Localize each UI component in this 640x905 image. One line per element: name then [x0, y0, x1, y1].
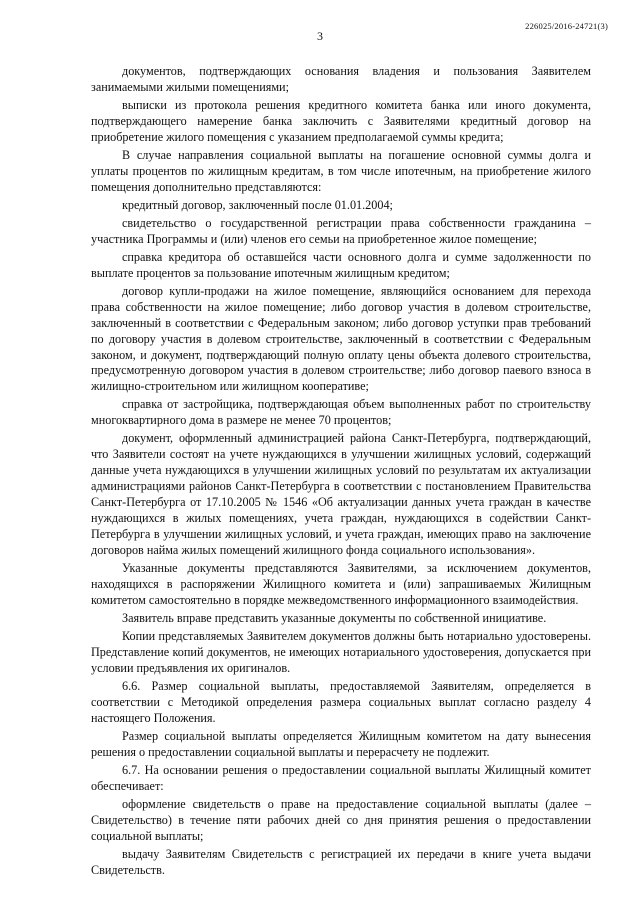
paragraph-purchase-agreement: договор купли-продажи на жилое помещение, являющийся основанием для перехода права собственности на жилое помещение; либо договор участия в долевом строительстве, заключенный в соответствии с Федеральным законом; либо договор уступки прав требований по договору участия в долевом строительстве, заключенный в соответствии с Федеральным законом, и документ, подтверждающий полную оплату цены объекта долевого строительства, предусмотренную договором участия в долевом строительстве; либо договор паевого взноса в жилищно-строительном или жилищном кооперативе;: [91, 283, 591, 394]
paragraph-certificate-delivery: выдачу Заявителям Свидетельств с регистрацией их передачи в книге учета выдачи Свидетельств.: [91, 846, 591, 877]
paragraph-ownership-docs: документов, подтверждающих основания владения и пользования Заявителем занимаемыми жилыми помещениями;: [91, 64, 591, 94]
paragraph-documents-submission: Указанные документы представляются Заявителями, за исключением документов, находящихся в распоряжении Жилищного комитета и (или) запрашиваемых Жилищным комитетом самостоятельно в порядке межведомственного информационного взаимодействия.: [91, 560, 591, 607]
paragraph-mortgage-repayment-case: В случае направления социальной выплаты на погашение основной суммы долга и уплаты процентов по жилищным кредитам, в том числе ипотечным, на приобретение жилого помещения дополнительно представляются:: [91, 147, 591, 194]
paragraph-ownership-certificate: свидетельство о государственной регистрации права собственности гражданина – участника Программы и (или) членов его семьи на приобретенное жилое помещение;: [91, 215, 591, 246]
paragraph-district-administration-doc: документ, оформленный администрацией района Санкт-Петербурга, подтверждающий, что Заявители состоят на учете нуждающихся в улучшении жилищных условий, содержащий данные учета нуждающихся в улучшении жилищных условий по результатам их актуализации администрациями районов Санкт-Петербурга в соответствии с постановлением Правительства Санкт-Петербурга от 17.10.2005 № 1546 «Об актуализации данных учета граждан в качестве нуждающихся в жилых помещениях, учета граждан, нуждающихся в содействии Санкт-Петербурга в улучшении жилищных условий, и учета граждан, имеющих право на заключение договоров найма жилых помещений жилищного фонда социального использования».: [91, 431, 591, 557]
paragraph-credit-agreement: кредитный договор, заключенный после 01.01.2004;: [122, 197, 393, 212]
paragraph-credit-committee-extract: выписки из протокола решения кредитного комитета банка или иного документа, подтверждающего намерение банка заключить с Заявителями кредитный договор на приобретение жилого помещения с указанием предполагаемой суммы кредита;: [91, 98, 591, 144]
page-number: 3: [317, 29, 323, 43]
paragraph-own-initiative: Заявитель вправе представить указанные документы по собственной инициативе.: [122, 610, 547, 625]
document-number: 226025/2016-24721(3): [525, 21, 608, 31]
paragraph-notarized-copies: Копии представляемых Заявителем документов должны быть нотариально удостоверены. Представление копий документов, не имеющих нотариального удостоверения, допускается при условии предъявления их оригиналов.: [91, 628, 591, 675]
paragraph-payment-amount: Размер социальной выплаты определяется Жилищным комитетом на дату вынесения решения о предоставлении социальной выплаты и перерасчету не подлежит.: [91, 728, 591, 759]
paragraph-6-6: 6.6. Размер социальной выплаты, предоставляемой Заявителям, определяется в соответствии с Методикой определения размера социальных выплат согласно разделу 4 настоящего Положения.: [91, 678, 591, 725]
paragraph-certificate-issuance: оформление свидетельств о праве на предоставление социальной выплаты (далее – Свидетельство) в течение пяти рабочих дней со дня принятия решения о предоставлении социальной выплаты;: [91, 796, 591, 843]
document-body: [91, 64, 591, 881]
paragraph-6-7: 6.7. На основании решения о предоставлении социальной выплаты Жилищный комитет обеспечивает:: [91, 762, 591, 793]
paragraph-developer-statement: справка от застройщика, подтверждающая объем выполненных работ по строительству многоквартирного дома в размере не менее 70 процентов;: [91, 397, 591, 428]
paragraph-creditor-statement: справка кредитора об оставшейся части основного долга и сумме задолженности по выплате процентов за пользование ипотечным жилищным кредитом;: [91, 249, 591, 280]
